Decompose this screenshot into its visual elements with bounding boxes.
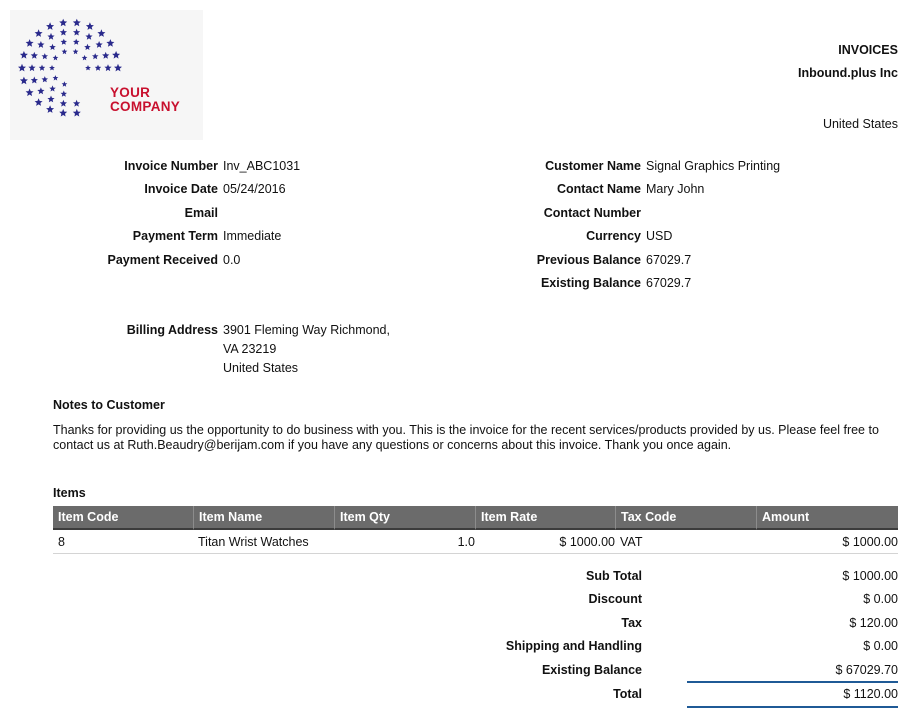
billing-address-line: 3901 Fleming Way Richmond, <box>223 323 390 337</box>
column-header: Item Name <box>193 506 334 530</box>
field-label: Existing Balance <box>540 276 641 290</box>
logo-star <box>59 109 67 117</box>
logo-text-line1: YOUR <box>110 85 151 100</box>
total-divider-bottom <box>687 706 898 708</box>
logo-star <box>104 64 111 71</box>
items-title: Items <box>53 486 86 500</box>
logo-star <box>39 65 45 71</box>
logo-star <box>35 98 43 106</box>
cell-item-name: Titan Wrist Watches <box>193 530 334 554</box>
column-header: Item Code <box>53 506 193 530</box>
logo-star <box>31 77 38 84</box>
logo-star <box>47 96 54 103</box>
field-label: Invoice Date <box>144 182 218 196</box>
total-label: Tax <box>621 616 642 630</box>
logo-star <box>112 51 120 59</box>
total-label: Shipping and Handling <box>505 639 642 653</box>
logo-star <box>60 100 67 107</box>
total-value: $ 67029.70 <box>835 663 898 677</box>
logo-star <box>49 44 56 50</box>
field-label: Previous Balance <box>536 253 641 267</box>
logo-star <box>73 29 80 36</box>
logo-text-line2: COMPANY <box>110 99 181 114</box>
total-row-tax <box>420 613 898 633</box>
table-row <box>53 530 898 554</box>
billing-address-row <box>0 321 460 339</box>
field-value: 0.0 <box>223 253 241 267</box>
logo-star <box>60 29 67 36</box>
logo-star <box>49 65 55 70</box>
logo-star <box>85 65 91 70</box>
logo-star <box>53 75 59 80</box>
cell-tax-code: VAT <box>615 530 756 554</box>
company-country: United States <box>822 117 898 131</box>
total-label: Total <box>613 687 642 701</box>
logo-star <box>73 109 81 117</box>
field-currency <box>0 227 920 245</box>
field-value: 67029.7 <box>646 253 692 267</box>
cell-amount: $ 1000.00 <box>756 530 898 554</box>
logo-star <box>47 33 54 40</box>
company-logo <box>10 10 203 140</box>
logo-star <box>37 87 44 94</box>
field-previous-balance <box>0 251 920 269</box>
company-name: Inbound.plus Inc <box>798 66 898 80</box>
field-value: Mary John <box>646 182 705 196</box>
total-value: $ 1120.00 <box>843 687 898 701</box>
billing-address-line: United States <box>223 361 299 375</box>
cell-item-rate: $ 1000.00 <box>475 530 615 554</box>
billing-address-line: VA 23219 <box>223 342 277 356</box>
logo-star <box>62 81 68 86</box>
total-value: $ 120.00 <box>849 616 898 630</box>
logo-star <box>106 39 114 47</box>
field-label: Email <box>184 206 218 220</box>
field-value: Inv_ABC1031 <box>223 159 301 173</box>
notes-title: Notes to Customer <box>53 398 165 412</box>
field-contact-number <box>0 204 920 222</box>
field-label: Invoice Number <box>124 159 218 173</box>
cell-item-code: 8 <box>53 530 193 554</box>
column-header: Amount <box>756 506 898 530</box>
logo-star <box>59 19 67 27</box>
field-label: Contact Name <box>556 182 641 196</box>
field-contact-name <box>0 180 920 198</box>
column-header: Item Qty <box>334 506 475 530</box>
billing-address-label: Billing Address <box>126 323 218 337</box>
logo-star <box>61 91 68 97</box>
total-row-discount <box>420 589 898 609</box>
logo-star <box>73 39 80 45</box>
field-label: Payment Term <box>132 229 218 243</box>
items-table <box>53 506 898 554</box>
field-existing-balance <box>0 274 920 292</box>
logo-star <box>20 77 28 85</box>
logo-star <box>46 105 54 113</box>
total-label: Discount <box>588 592 642 606</box>
cell-item-qty: 1.0 <box>334 530 475 554</box>
logo-star <box>20 51 28 59</box>
logo-star <box>53 55 59 61</box>
total-row-subtotal <box>420 566 898 586</box>
logo-star <box>46 22 54 30</box>
column-header: Item Rate <box>475 506 615 530</box>
logo-star <box>73 19 81 27</box>
logo-star <box>102 52 109 59</box>
logo-star <box>114 64 122 72</box>
logo-star <box>73 100 80 107</box>
field-label: Payment Received <box>107 253 218 267</box>
logo-star <box>61 39 68 45</box>
logo-star <box>49 85 56 91</box>
total-value: $ 0.00 <box>863 592 898 606</box>
logo-star <box>95 65 101 71</box>
total-label: Sub Total <box>585 569 642 583</box>
logo-star <box>82 55 88 61</box>
column-header: Tax Code <box>615 506 756 530</box>
logo-star <box>84 44 91 50</box>
logo-star <box>28 64 35 71</box>
logo-star <box>92 53 99 59</box>
field-value: Immediate <box>223 229 282 243</box>
total-value: $ 0.00 <box>863 639 898 653</box>
logo-star <box>85 33 92 40</box>
logo-star <box>18 64 26 72</box>
logo-star <box>96 41 103 48</box>
total-row-shipping <box>420 636 898 656</box>
field-value: Signal Graphics Printing <box>646 159 781 173</box>
field-value: 05/24/2016 <box>223 182 286 196</box>
field-label: Contact Number <box>543 206 641 220</box>
logo-star <box>62 49 68 55</box>
document-title: INVOICES <box>838 43 898 57</box>
field-customer-name <box>0 157 920 175</box>
logo-star <box>35 29 43 37</box>
logo-text <box>110 86 180 114</box>
field-label: Customer Name <box>545 159 641 173</box>
logo-star <box>37 41 44 48</box>
total-label: Existing Balance <box>541 663 642 677</box>
logo-star <box>86 22 94 30</box>
logo-star <box>42 53 49 59</box>
field-label: Currency <box>586 229 641 243</box>
notes-text: Thanks for providing us the opportunity to do business with you. This is the invoice for the recent services/products provided by us. Please feel free to contact us at Ruth.Beaudry@berijam.com if you have any questions or concerns about this invoice. Thank you once again. <box>53 423 879 452</box>
total-row-grand-total <box>420 684 898 704</box>
field-value: 67029.7 <box>646 276 692 290</box>
logo-star <box>97 29 105 37</box>
total-row-existing-balance <box>420 660 898 680</box>
logo-star <box>73 49 79 55</box>
logo-star <box>26 89 34 97</box>
logo-star <box>31 52 38 59</box>
items-header-row <box>53 506 898 530</box>
globe-stars-icon <box>10 10 203 140</box>
total-divider-top <box>687 681 898 683</box>
field-value: USD <box>646 229 673 243</box>
total-value: $ 1000.00 <box>842 569 898 583</box>
logo-star <box>26 39 34 47</box>
logo-star <box>42 76 49 82</box>
